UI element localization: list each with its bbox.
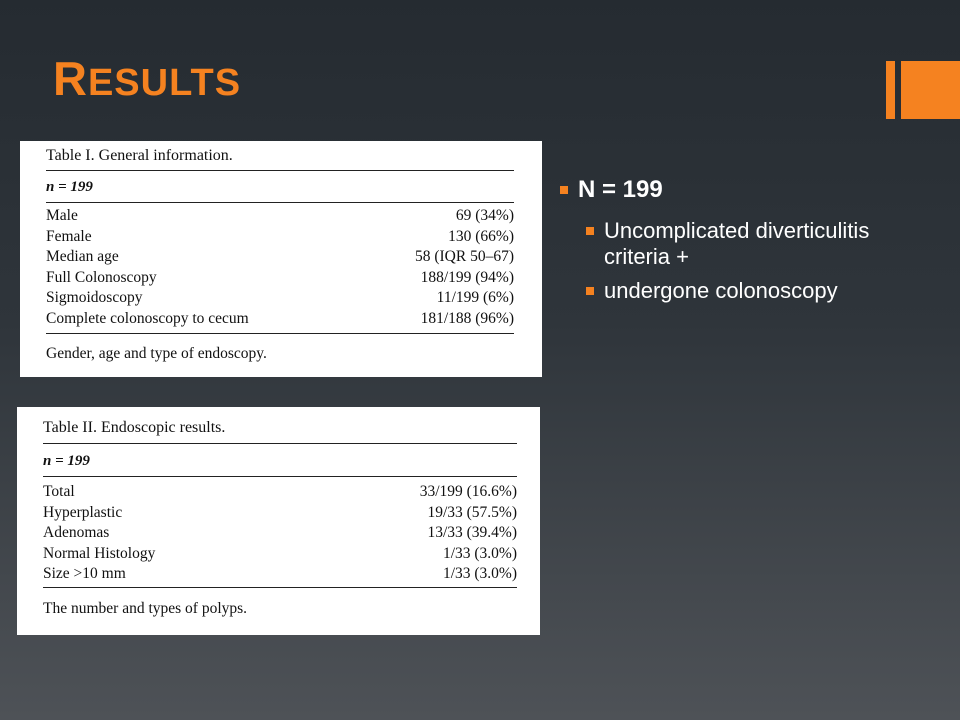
table-footnote: The number and types of polyps. bbox=[43, 600, 248, 617]
table-rule bbox=[43, 587, 517, 588]
table-endoscopic-results bbox=[17, 407, 540, 635]
table-rule bbox=[43, 476, 517, 477]
table-row-value: 1/33 (3.0%) bbox=[442, 565, 517, 582]
table-row-label: Complete colonoscopy to cecum bbox=[46, 310, 249, 327]
table-row-label: Normal Histology bbox=[43, 544, 156, 562]
table-rule bbox=[46, 202, 514, 203]
table-rule bbox=[46, 333, 514, 334]
bullet-square-icon bbox=[586, 287, 594, 295]
table-row-label: Full Colonoscopy bbox=[46, 268, 157, 286]
bullet-sub-text: undergone colonoscopy bbox=[604, 278, 838, 303]
table-rule bbox=[46, 170, 514, 171]
slide-title bbox=[53, 52, 242, 105]
table-row-label: Female bbox=[46, 227, 92, 245]
bullet-square-icon bbox=[560, 186, 568, 194]
table-row-label: Hyperplastic bbox=[43, 503, 123, 521]
slide-title-rest: ESULTS bbox=[87, 62, 242, 104]
table-row-label: Size >10 mm bbox=[43, 565, 126, 582]
table-row-label: Median age bbox=[46, 248, 119, 266]
table-row bbox=[43, 483, 517, 503]
table-row-value: 69 (34%) bbox=[455, 207, 514, 224]
table-n-label bbox=[43, 453, 90, 470]
table-row-value: 11/199 (6%) bbox=[436, 289, 514, 307]
table-row-value: 1/33 (3.0%) bbox=[442, 544, 517, 562]
table-row bbox=[43, 565, 517, 585]
table-row-value: 33/199 (16.6%) bbox=[419, 483, 517, 500]
table-caption: Table I. General information. bbox=[46, 147, 233, 164]
bullet-main bbox=[558, 176, 938, 204]
table-row bbox=[46, 228, 514, 248]
accent-bar-block bbox=[901, 61, 960, 119]
table-row-value: 130 (66%) bbox=[448, 227, 514, 245]
table-row-label: Total bbox=[43, 483, 75, 500]
table-n-text: n = 199 bbox=[46, 179, 93, 195]
bullet-sub bbox=[558, 218, 938, 270]
slide-title-first-letter: R bbox=[53, 52, 88, 105]
table-row-value: 181/188 (96%) bbox=[420, 310, 514, 327]
table-row bbox=[46, 248, 514, 268]
bullet-list bbox=[558, 176, 938, 312]
table-row bbox=[43, 545, 517, 565]
table-row bbox=[43, 504, 517, 524]
table-row-label: Adenomas bbox=[43, 524, 110, 541]
table-general-information bbox=[20, 141, 542, 377]
table-row-label: Male bbox=[46, 207, 78, 224]
table-row-value: 13/33 (39.4%) bbox=[427, 524, 517, 541]
table-row-value: 188/199 (94%) bbox=[420, 268, 514, 286]
table-row bbox=[43, 524, 517, 544]
bullet-sub-text: Uncomplicated diverticulitis criteria + bbox=[604, 218, 870, 269]
table-n-label bbox=[46, 179, 93, 196]
table-caption: Table II. Endoscopic results. bbox=[43, 419, 226, 436]
bullet-main-text: N = 199 bbox=[578, 176, 663, 203]
table-footnote: Gender, age and type of endoscopy. bbox=[46, 345, 267, 362]
table-row bbox=[46, 207, 514, 227]
table-row-label: Sigmoidoscopy bbox=[46, 289, 143, 307]
table-row bbox=[46, 310, 514, 330]
bullet-square-icon bbox=[586, 227, 594, 235]
table-row-value: 19/33 (57.5%) bbox=[427, 503, 517, 521]
table-n-text: n = 199 bbox=[43, 453, 90, 469]
table-rule bbox=[43, 443, 517, 444]
table-row-value: 58 (IQR 50–67) bbox=[414, 248, 514, 266]
table-row bbox=[46, 269, 514, 289]
table-row bbox=[46, 289, 514, 309]
accent-bar-thin bbox=[886, 61, 895, 119]
bullet-sub bbox=[558, 278, 938, 304]
